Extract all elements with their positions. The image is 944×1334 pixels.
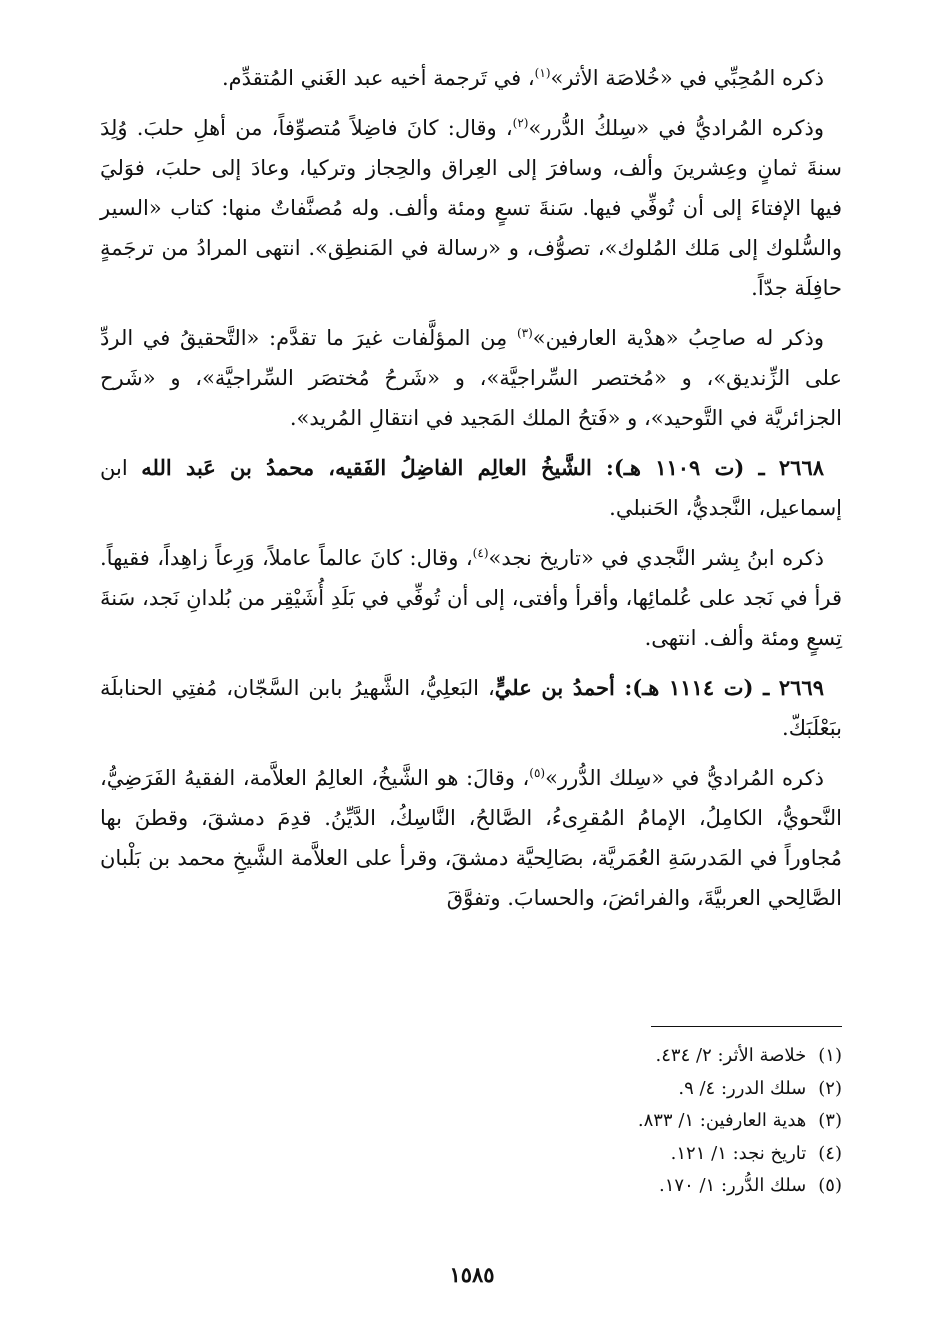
footnote-text: سلك الدرر: ٤/ ٩. <box>678 1077 807 1099</box>
entry-heading: ٢٦٦٩ ـ (ت ١١١٤ هـ): أحمدُ بن عليٍّ <box>494 675 824 700</box>
paragraph-text: ، وقالَ: هو الشَّيخُ، العالِمُ العلاَّمة، الفقيهُ الفَرَضِيُّ، النَّحويُّ، الكامِلُ، الإمامُ المُقرِىءُ، الصَّالحُ، النَّاسِكُ، الدَّيِّنُ. قدِمَ دمشقَ، وقطنَ بها مُجاوراً في المَدرسَةِ العُمَريَّة، بصَالِحيَّة دمشقَ، وقرأ على العلاَّمة الشَّيخِ محمد بن بَلْبان الصَّالِحي العربيَّةَ، والفرائضَ، والحسابَ. وتفوَّقَ <box>100 766 842 910</box>
footnote-text: تاريخ نجد: ١/ ١٢١. <box>670 1142 807 1164</box>
footnotes <box>342 1040 842 1203</box>
footnote-ref: (١) <box>534 66 551 80</box>
paragraph-text: ابن إسماعيل، النَّجديُّ، الحَنبلي. <box>100 456 842 520</box>
footnote-ref: (٢) <box>512 116 529 130</box>
footnote <box>342 1170 842 1203</box>
footnote-number: (٣) <box>818 1110 842 1131</box>
paragraph-text: وذكر له صاحِبُ «هدْية العارفين» <box>532 326 824 350</box>
footnote-ref: (٣) <box>516 326 533 340</box>
footnote <box>342 1073 842 1106</box>
paragraph-muhibbi <box>100 58 842 98</box>
footnote-number: (٤) <box>818 1142 842 1164</box>
main-text <box>100 58 842 928</box>
paragraph-text: ، وقال: كانَ عالماً عاملاً، وَرِعاً زاهِداً، فقيهاً. قرأ في نَجد على عُلمائِها، وأقرأ وأفتى، إلى أن تُوفِّي في بَلَدِ أُشَيْقِر من بُلدانِ نَجد، سَنةَ تِسعٍ ومئة وألف. انتهى. <box>100 546 842 650</box>
footnote-text: خلاصة الأثر: ٢/ ٤٣٤. <box>655 1045 807 1066</box>
footnote-text: هدية العارفين: ١/ ٨٣٣. <box>637 1110 807 1131</box>
paragraph-hadiyyat <box>100 318 842 438</box>
footnote-number: (٢) <box>818 1077 842 1099</box>
footnote-number: (١) <box>818 1045 842 1066</box>
paragraph-muradi-2 <box>100 758 842 918</box>
footnote <box>342 1040 842 1073</box>
paragraph-text: مِن المؤلَّفات غيرَ ما تقدَّم: «التَّحقيقُ في الردِّ على الزِّنديق»، و «مُختصر السِّراجيَّة»، و «شَرحُ مُختصَر السِّراجيَّة»، و «شَرح الجزائريَّة في التَّوحيد»، و «فَتحُ الملك المَجيد في انتقالِ المُريد». <box>100 326 842 430</box>
footnote-divider <box>651 1026 842 1027</box>
footnote-text: سلك الدُّرر: ١/ ١٧٠. <box>659 1175 807 1196</box>
paragraph-ibn-bishr <box>100 538 842 658</box>
entry-2668 <box>100 448 842 528</box>
footnote-number: (٥) <box>818 1175 842 1196</box>
page-number: ١٥٨٥ <box>449 1262 495 1287</box>
footnote <box>342 1138 842 1171</box>
paragraph-text: وذكره المُراديُّ في «سِلكُ الدُّرر» <box>528 116 824 140</box>
footnote-ref: (٤) <box>472 546 489 560</box>
paragraph-text: ، وقال: كانَ فاضِلاً مُتصوِّفاً، من أهلِ حلبَ. وُلِدَ سنةَ ثمانٍ وعِشرينَ وألف، وسافرَ إلى العِراق والحِجاز وتركيا، وعادَ إلى حلبَ، فوَليَ فيها الإفتاءَ إلى أن تُوفِّي فيها. سَنةَ تسعٍ ومئة وألف. وله مُصنَّفاتٌ منها: كتاب «السير والسُّلوك إلى مَلك المُلوك»، تصوُّف، و «رسالة في المَنطِق». انتهى المرادُ من ترجَمةٍ حافِلَة جدّاً. <box>100 116 842 300</box>
paragraph-muradi-1 <box>100 108 842 308</box>
paragraph-text: ذكره المُراديُّ في «سِلك الدُّرر» <box>545 766 824 790</box>
footnote-ref: (٥) <box>529 766 546 780</box>
paragraph-text: ذكره المُحِبِّي في «خُلاصَة الأثر» <box>550 66 824 90</box>
entry-2669 <box>100 668 842 748</box>
footnote <box>342 1105 842 1138</box>
paragraph-text: ذكره ابنُ بِشر النَّجدي في «تاريخ نجد» <box>488 546 825 570</box>
paragraph-text: ، البَعلِيُّ، الشَّهيرُ بابن السَّجّان، مُفتِي الحنابلَة ببَعْلَبَكّ. <box>100 676 842 740</box>
entry-heading: ٢٦٦٨ ـ (ت ١١٠٩ هـ): الشَّيخُ العالِم الفاضِلُ الفَقيه، محمدُ بن عَبد الله <box>141 455 825 480</box>
paragraph-text: ، في تَرجمة أخيه عبد الغَني المُتقدِّم. <box>221 66 535 90</box>
